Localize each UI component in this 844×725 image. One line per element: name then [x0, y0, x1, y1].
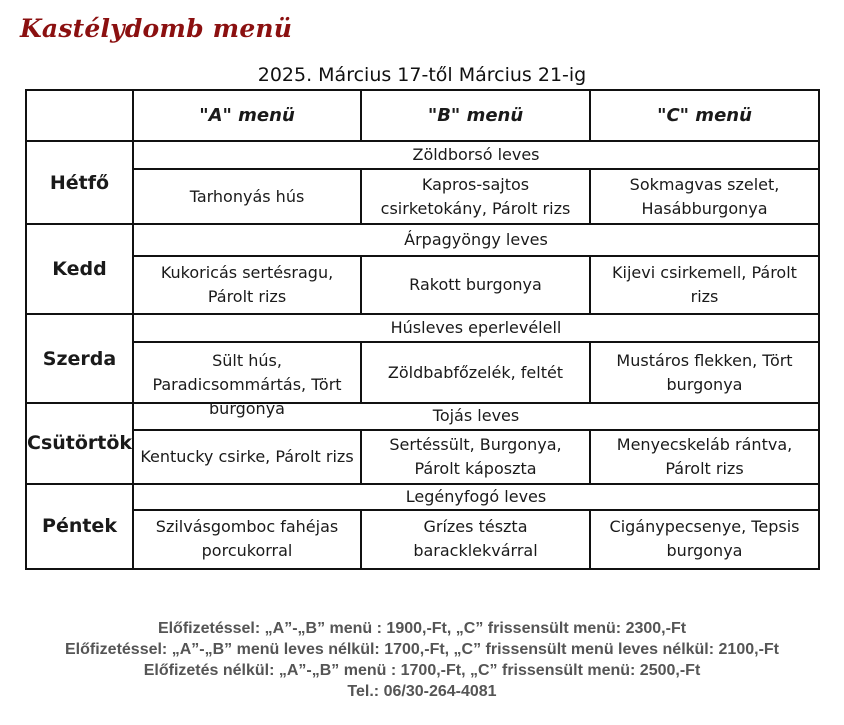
- column-header-c: "C" menü: [590, 90, 819, 141]
- dish-b-text: Grízes tészta baracklekvárral: [413, 517, 538, 561]
- dish-row-tuesday: [26, 256, 819, 314]
- soup-row-friday: [26, 484, 819, 510]
- corner-cell: [26, 90, 133, 141]
- dish-a-text: Szilvásgomboc fahéjas porcukorral: [155, 517, 339, 561]
- soup-row-monday: [26, 141, 819, 169]
- dish-a-thursday: [133, 430, 361, 484]
- dish-c-text: Sokmagvas szelet, Hasábburgonya: [629, 174, 780, 218]
- dish-row-thursday: [26, 430, 819, 484]
- dish-c-text: Mustáros flekken, Tört burgonya: [616, 350, 793, 394]
- dish-a-tuesday: [133, 256, 361, 314]
- dish-b-thursday: [361, 430, 590, 484]
- date-range: 2025. Március 17-től Március 21-ig: [257, 64, 587, 86]
- dish-row-wednesday: [26, 342, 819, 402]
- dish-b-text: Kapros-sajtos csirketokány, Párolt rizs: [380, 174, 571, 218]
- soup-row-tuesday: [26, 224, 819, 256]
- restaurant-title: Kastélydomb menü: [20, 14, 293, 43]
- dish-a-text: Kentucky csirke, Párolt rizs: [140, 446, 354, 466]
- day-label-tuesday: Kedd: [26, 224, 133, 314]
- dish-c-tuesday: [590, 256, 819, 314]
- price-line-no-subscription: Előfizetés nélkül: „A”-„B” menü : 1700,-Ft, „C” frissensült menü: 2500,-Ft: [143, 662, 701, 679]
- header-row: [26, 90, 819, 141]
- column-header-b: "B" menü: [361, 90, 590, 141]
- soup-friday: Legényfogó leves: [133, 484, 819, 510]
- dish-a-text: Kukoricás sertésragu, Párolt rizs: [160, 263, 334, 307]
- dish-b-monday: [361, 169, 590, 224]
- dish-c-friday: [590, 510, 819, 569]
- dish-c-text: Menyecskeláb rántva, Párolt rizs: [616, 434, 793, 478]
- dish-c-thursday: [590, 430, 819, 484]
- dish-b-friday: [361, 510, 590, 569]
- soup-monday: Zöldborsó leves: [133, 141, 819, 169]
- dish-c-text: Kijevi csirkemell, Párolt rizs: [612, 263, 797, 307]
- dish-c-wednesday: [590, 342, 819, 402]
- dish-b-text: Zöldbabfőzelék, feltét: [387, 362, 564, 382]
- dish-b-text: Rakott burgonya: [409, 275, 542, 295]
- dish-a-text: Sült hús, Paradicsommártás, Tört burgonya: [152, 350, 342, 418]
- dish-a-friday: [133, 510, 361, 569]
- day-label-thursday: Csütörtök: [26, 403, 133, 484]
- price-footer: [0, 618, 844, 702]
- soup-tuesday: Árpagyöngy leves: [133, 224, 819, 256]
- day-label-monday: Hétfő: [26, 141, 133, 224]
- price-line-subscription: Előfizetéssel: „A”-„B” menü : 1900,-Ft, „C” frissensült menü: 2300,-Ft: [157, 620, 687, 637]
- weekly-menu-table: [25, 89, 820, 570]
- phone-number: Tel.: 06/30-264-4081: [347, 683, 497, 700]
- dish-a-monday: [133, 169, 361, 224]
- dish-row-friday: [26, 510, 819, 569]
- day-label-friday: Péntek: [26, 484, 133, 569]
- soup-wednesday: Húsleves eperlevélell: [133, 314, 819, 342]
- dish-row-monday: [26, 169, 819, 224]
- dish-c-text: Cigánypecsenye, Tepsis burgonya: [609, 517, 800, 561]
- dish-b-wednesday: [361, 342, 590, 402]
- price-line-subscription-no-soup: Előfizetéssel: „A”-„B” menü leves nélkül: 1700,-Ft, „C” frissensült menü leves nélkül: 2100,-Ft: [65, 641, 779, 658]
- dish-c-monday: [590, 169, 819, 224]
- day-label-wednesday: Szerda: [26, 314, 133, 402]
- soup-row-wednesday: [26, 314, 819, 342]
- dish-a-wednesday: [133, 342, 361, 418]
- column-header-a: "A" menü: [133, 90, 361, 141]
- dish-b-text: Sertéssült, Burgonya, Párolt káposzta: [389, 434, 562, 478]
- soup-thursday: Tojás leves: [133, 403, 819, 430]
- dish-b-tuesday: [361, 256, 590, 314]
- dish-a-text: Tarhonyás hús: [189, 186, 305, 206]
- soup-row-thursday: [26, 403, 819, 430]
